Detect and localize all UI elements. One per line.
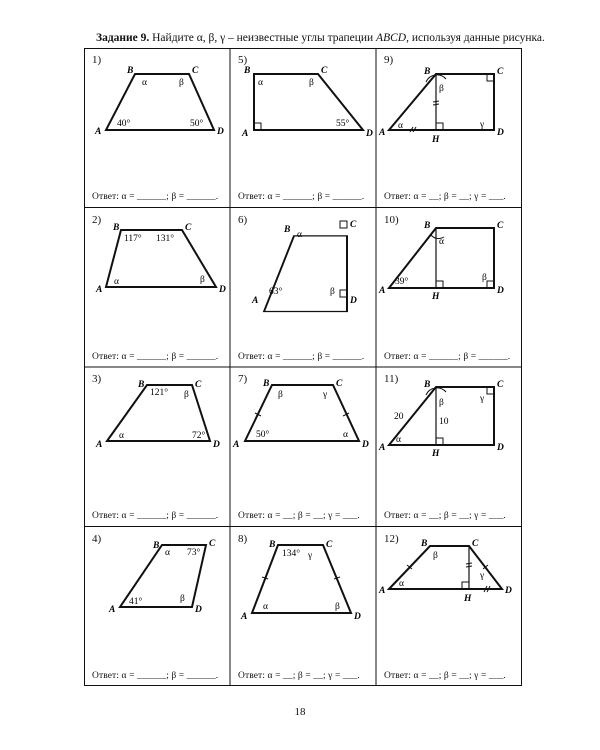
vertex-label: B	[424, 380, 431, 390]
vertex-label: C	[497, 220, 504, 231]
vertex-label: H	[464, 593, 472, 604]
vertex-label: D	[354, 611, 361, 622]
problem-number: 8)	[238, 532, 248, 545]
problem-grid	[84, 48, 522, 686]
vertex-label: B	[153, 540, 160, 551]
task-title	[96, 32, 545, 44]
angle-label: β	[439, 398, 444, 408]
vertex-label: A	[252, 295, 259, 306]
problem-3	[84, 367, 230, 527]
angle-label: 39°	[395, 276, 409, 287]
angle-label: 50°	[190, 119, 204, 129]
angle-label: γ	[480, 394, 485, 404]
vertex-label: C	[185, 222, 192, 233]
vertex-label: B	[269, 539, 276, 550]
vertex-label: A	[379, 585, 386, 596]
trapezoid-figure	[230, 208, 376, 368]
problem-number: 4)	[92, 532, 102, 545]
trapezoid-figure	[376, 208, 522, 368]
vertex-label: D	[362, 440, 369, 450]
trapezoid-figure	[376, 527, 522, 687]
vertex-label: C	[350, 219, 357, 230]
answer-line[interactable]: Ответ: α = ______; β = ______.	[92, 351, 219, 362]
problem-10	[376, 208, 522, 368]
trapezoid-figure	[84, 367, 230, 527]
answer-line[interactable]: Ответ: α = __; β = __; γ = ___.	[238, 511, 360, 521]
answer-line[interactable]: Ответ: α = ______; β = ______.	[92, 192, 219, 202]
angle-label: α	[297, 229, 302, 240]
problem-12	[376, 527, 522, 687]
page-number: 18	[294, 706, 306, 718]
angle-label: 134°	[282, 548, 301, 559]
problem-7	[230, 367, 376, 527]
task-trapezoid-name: ABCD	[376, 32, 407, 44]
vertex-label: B	[421, 538, 428, 549]
vertex-label: H	[432, 291, 440, 302]
angle-label: γ	[323, 390, 328, 400]
angle-label: α	[114, 276, 119, 287]
vertex-label: A	[379, 128, 386, 138]
vertex-label: D	[497, 443, 504, 453]
vertex-label: B	[284, 224, 291, 235]
problem-number: 3)	[92, 373, 102, 385]
angle-label: 55°	[336, 119, 350, 129]
trapezoid-figure	[84, 208, 230, 368]
trapezoid-figure	[230, 367, 376, 527]
angle-label: 117°	[124, 233, 142, 244]
vertex-label: B	[424, 67, 431, 77]
angle-label: β	[309, 78, 314, 88]
side-label: 20	[394, 412, 404, 422]
angle-label: α	[343, 430, 348, 440]
problem-number: 2)	[92, 213, 102, 226]
vertex-label: D	[219, 284, 226, 295]
vertex-label: D	[195, 604, 202, 615]
angle-label: α	[399, 578, 404, 589]
answer-line[interactable]: Ответ: α = ______; β = ______.	[92, 511, 219, 521]
vertex-label: H	[432, 449, 440, 459]
problem-4	[84, 527, 230, 687]
vertex-label: D	[217, 127, 224, 137]
problem-number: 1)	[92, 54, 102, 66]
problem-6	[230, 208, 376, 368]
angle-label: 50°	[256, 430, 270, 440]
vertex-label: A	[109, 604, 116, 615]
angle-label: 73°	[187, 547, 201, 558]
vertex-label: A	[379, 443, 386, 453]
vertex-label: C	[195, 380, 202, 390]
vertex-label: D	[350, 295, 357, 306]
problem-number: 12)	[384, 532, 399, 545]
vertex-label: C	[497, 67, 504, 77]
angle-label: β	[330, 286, 335, 297]
problem-number: 11)	[384, 373, 399, 385]
answer-line[interactable]: Ответ: α = __; β = __; γ = ___.	[384, 192, 506, 202]
task-heading: Задание 9.	[96, 32, 150, 44]
answer-line[interactable]: Ответ: α = ______; β = ______.	[384, 351, 511, 362]
vertex-label: D	[505, 585, 512, 596]
angle-label: γ	[480, 570, 485, 581]
answer-line[interactable]: Ответ: α = ______; β = ______.	[92, 670, 219, 681]
angle-label: α	[263, 601, 268, 612]
angle-label: β	[335, 601, 340, 612]
vertex-label: C	[497, 380, 504, 390]
angle-label: β	[439, 84, 444, 94]
angle-label: α	[398, 121, 403, 131]
trapezoid-figure	[376, 367, 522, 527]
vertex-label: A	[233, 440, 240, 450]
problem-9	[376, 48, 522, 208]
vertex-label: B	[244, 66, 251, 76]
angle-label: α	[439, 236, 444, 247]
answer-line[interactable]: Ответ: α = __; β = __; γ = ___.	[384, 670, 506, 681]
trapezoid-figure	[230, 48, 376, 208]
answer-line[interactable]: Ответ: α = __; β = __; γ = ___.	[384, 511, 506, 521]
vertex-label: D	[366, 129, 373, 139]
vertex-label: A	[96, 440, 103, 450]
side-label: 10	[439, 417, 449, 427]
answer-line[interactable]: Ответ: α = ______; β = ______.	[238, 192, 365, 202]
vertex-label: C	[209, 538, 216, 549]
angle-label: β	[180, 593, 185, 604]
vertex-label: A	[241, 611, 248, 622]
task-tail: , используя данные рисунка.	[406, 32, 545, 44]
angle-label: 121°	[150, 388, 169, 398]
vertex-label: C	[321, 66, 328, 76]
angle-label: 63°	[269, 286, 283, 297]
angle-label: β	[179, 78, 184, 88]
angle-label: α	[396, 435, 401, 445]
vertex-label: D	[213, 440, 220, 450]
answer-line[interactable]: Ответ: α = __; β = __; γ = ___.	[238, 670, 360, 681]
problem-number: 6)	[238, 213, 248, 226]
vertex-label: A	[96, 284, 103, 295]
angle-label: α	[258, 78, 263, 88]
vertex-label: C	[336, 379, 343, 389]
vertex-label: H	[432, 135, 440, 145]
vertex-label: B	[113, 222, 120, 233]
vertex-label: C	[326, 539, 333, 550]
angle-label: β	[482, 272, 487, 283]
angle-label: γ	[308, 550, 313, 561]
angle-label: 41°	[129, 596, 143, 607]
vertex-label: D	[497, 285, 504, 296]
answer-line[interactable]: Ответ: α = ______; β = ______.	[238, 351, 365, 362]
vertex-label: B	[127, 66, 134, 76]
angle-label: β	[278, 390, 283, 400]
angle-label: 40°	[117, 119, 131, 129]
angle-label: 72°	[192, 431, 206, 441]
problem-1	[84, 48, 230, 208]
angle-label: β	[184, 390, 189, 400]
angle-label: β	[433, 550, 438, 561]
trapezoid-figure	[230, 527, 376, 687]
vertex-label: C	[192, 66, 199, 76]
angle-label: α	[142, 78, 147, 88]
vertex-label: B	[138, 380, 145, 390]
vertex-label: A	[379, 285, 386, 296]
vertex-label: A	[242, 129, 249, 139]
vertex-label: B	[263, 379, 270, 389]
angle-label: α	[119, 431, 124, 441]
problem-8	[230, 527, 376, 687]
angle-label: β	[200, 274, 205, 285]
angle-label: 131°	[156, 233, 175, 244]
trapezoid-figure	[84, 527, 230, 687]
problem-number: 5)	[238, 54, 248, 66]
vertex-label: D	[497, 128, 504, 138]
problem-number: 10)	[384, 213, 399, 226]
problem-number: 9)	[384, 54, 394, 66]
trapezoid-figure	[376, 48, 522, 208]
angle-label: α	[165, 547, 170, 558]
vertex-label: A	[95, 127, 102, 137]
task-text: Найдите α, β, γ – неизвестные углы трапеции	[149, 32, 377, 44]
problem-5	[230, 48, 376, 208]
trapezoid-figure	[84, 48, 230, 208]
problem-2	[84, 208, 230, 368]
problem-11	[376, 367, 522, 527]
angle-label: γ	[480, 120, 485, 130]
vertex-label: B	[424, 220, 431, 231]
problem-number: 7)	[238, 373, 248, 385]
vertex-label: C	[472, 538, 479, 549]
